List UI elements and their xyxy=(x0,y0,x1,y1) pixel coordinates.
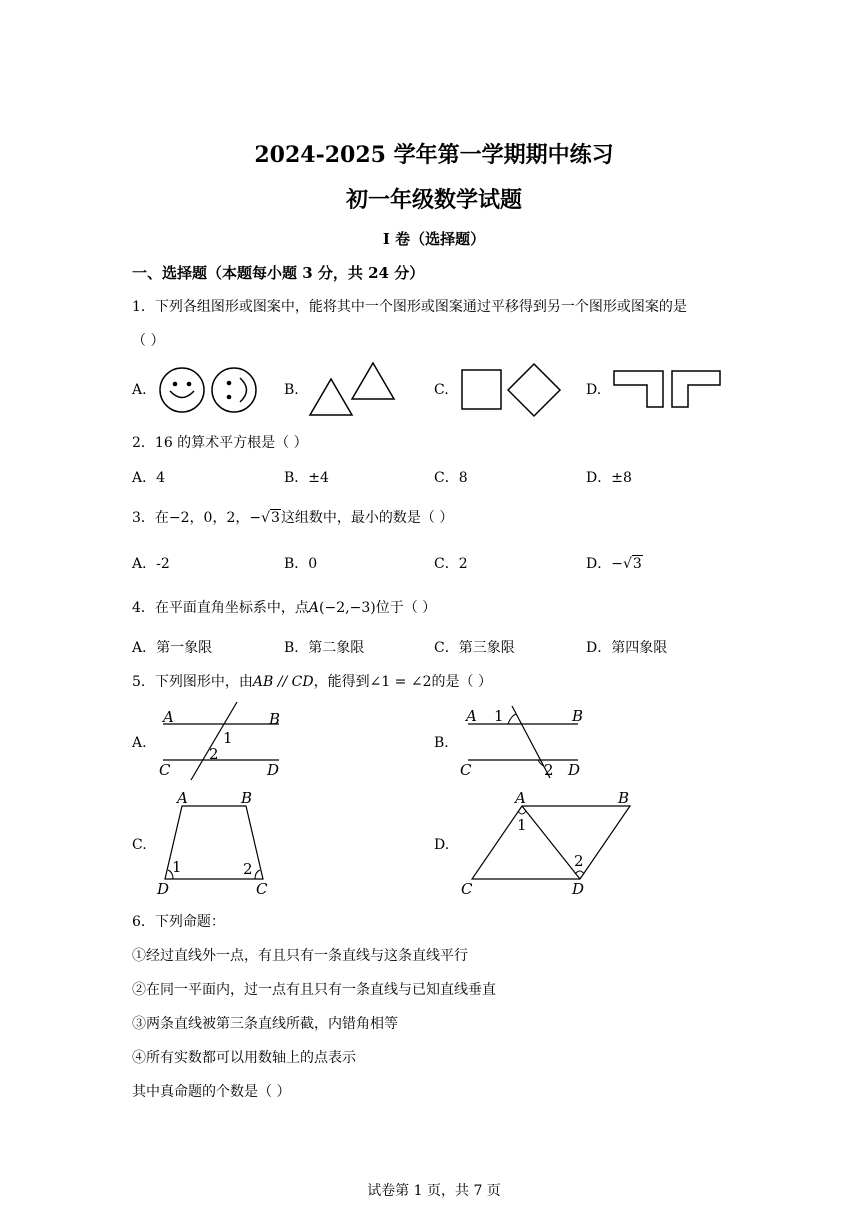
fig-letter-a: A xyxy=(515,789,526,807)
q1-label-b: B. xyxy=(284,382,299,398)
angle-1-label: 1 xyxy=(494,707,504,725)
q3-option-d-pre: D．− xyxy=(586,556,623,572)
q1-fig-a-smileys xyxy=(156,364,260,416)
q1-stem: 1．下列各组图形或图案中，能将其中一个图形或图案通过平移得到另一个图形或图案的是 xyxy=(132,299,687,315)
q5-fig-a xyxy=(155,700,290,782)
exam-title: 2024-2025 学年第一学期期中练习 xyxy=(254,142,614,168)
q6-item: ④所有实数都可以用数轴上的点表示 xyxy=(132,1050,356,1066)
q4-option-d: D．第四象限 xyxy=(586,640,668,656)
angle-2-label: 2 xyxy=(209,745,219,763)
q5-fig-b xyxy=(458,700,593,782)
q3-option-d xyxy=(586,553,643,573)
q5-label-b: B. xyxy=(434,735,449,751)
q2-option-c: C．8 xyxy=(434,470,468,486)
q5-stem-pre: 5．下列图形中，由 xyxy=(132,674,253,690)
angle-2-label: 2 xyxy=(544,761,554,779)
fig-letter-c: C xyxy=(256,880,268,898)
angle-2-label: 2 xyxy=(574,852,584,870)
fig-letter-a: A xyxy=(466,707,477,725)
q3-option-c: C．2 xyxy=(434,556,468,572)
fig-letter-b: B xyxy=(572,707,584,725)
q3-option-a: A．-2 xyxy=(132,556,170,572)
q1-fig-b-triangles xyxy=(306,358,398,420)
page-footer: 试卷第 1 页，共 7 页 xyxy=(367,1183,501,1199)
q4-stem-post: 位于（ ） xyxy=(375,600,437,616)
q4-stem xyxy=(132,597,436,617)
q5-stem-post: 的是（ ） xyxy=(431,674,492,690)
q1-label-c: C. xyxy=(434,382,449,398)
fig-letter-d: D xyxy=(267,761,280,779)
q4-stem-pre: 4．在平面直角坐标系中，点 xyxy=(132,600,309,616)
q4-option-b: B．第二象限 xyxy=(284,640,365,656)
q5-fig-d-parallelogram xyxy=(458,788,643,898)
sqrt-symbol: √ xyxy=(622,556,632,572)
fig-letter-b: B xyxy=(618,789,630,807)
q2-option-b: B．±4 xyxy=(284,470,329,486)
q6-closing: 其中真命题的个数是（ ） xyxy=(132,1084,291,1100)
fig-letter-c: C xyxy=(460,761,472,779)
q4-option-c: C．第三象限 xyxy=(434,640,515,656)
fig-letter-a: A xyxy=(163,708,174,726)
angle-1-label: 1 xyxy=(172,858,182,876)
fig-letter-b: B xyxy=(269,710,281,728)
q5-fig-c-trapezoid xyxy=(155,788,275,898)
q5-stem xyxy=(132,671,492,691)
q6-stem: 6．下列命题： xyxy=(132,914,225,930)
angle-1-label: 1 xyxy=(223,729,233,747)
fig-letter-d: D xyxy=(572,880,585,898)
q4-point: A xyxy=(308,600,320,616)
q4-coords: (−2,−3) xyxy=(319,600,376,616)
q5-label-d: D. xyxy=(434,837,450,853)
section-heading: 一、选择题（本题每小题 3 分，共 24 分） xyxy=(132,264,425,282)
q6-item: ②在同一平面内，过一点有且只有一条直线与已知直线垂直 xyxy=(132,982,496,998)
q3-option-b: B．0 xyxy=(284,556,318,572)
exam-subtitle: 初一年级数学试题 xyxy=(345,187,522,213)
q1-label-d: D. xyxy=(586,382,602,398)
q5-angle-equation: ∠1 = ∠2 xyxy=(369,674,432,690)
volume-title: I 卷（选择题） xyxy=(382,230,486,248)
q5-condition: AB // CD xyxy=(252,674,314,690)
fig-letter-a: A xyxy=(177,789,188,807)
fig-letter-b: B xyxy=(241,789,253,807)
q4-option-a: A．第一象限 xyxy=(132,640,213,656)
q2-option-a: A．4 xyxy=(132,470,166,486)
q1-fig-d-l-shapes xyxy=(610,366,726,412)
q5-label-a: A. xyxy=(132,735,147,751)
sqrt-symbol: √ xyxy=(261,510,271,526)
q3-stem-pre: 3．在−2，0，2，− xyxy=(132,510,262,526)
fig-letter-c: C xyxy=(159,761,171,779)
q3-stem-radicand: 3 xyxy=(271,510,280,526)
q1-label-a: A. xyxy=(132,382,147,398)
q5-stem-mid: ，能得到 xyxy=(313,674,370,690)
q6-item: ③两条直线被第三条直线所截，内错角相等 xyxy=(132,1016,398,1032)
q2-option-d: D．±8 xyxy=(586,470,632,486)
angle-2-label: 2 xyxy=(243,860,253,878)
q2-stem: 2．16 的算术平方根是（ ） xyxy=(132,435,308,451)
q1-paren: （ ） xyxy=(132,333,165,349)
q5-label-c: C. xyxy=(132,837,147,853)
q6-item: ①经过直线外一点，有且只有一条直线与这条直线平行 xyxy=(132,948,468,964)
fig-letter-d: D xyxy=(568,761,581,779)
fig-letter-c: C xyxy=(461,880,473,898)
fig-letter-d: D xyxy=(157,880,170,898)
q3-stem xyxy=(132,507,453,527)
q1-fig-c-squares xyxy=(458,362,566,420)
q3-stem-post: 这组数中，最小的数是（ ） xyxy=(280,510,454,526)
angle-1-label: 1 xyxy=(517,816,527,834)
q3-option-d-radicand: 3 xyxy=(632,556,642,572)
